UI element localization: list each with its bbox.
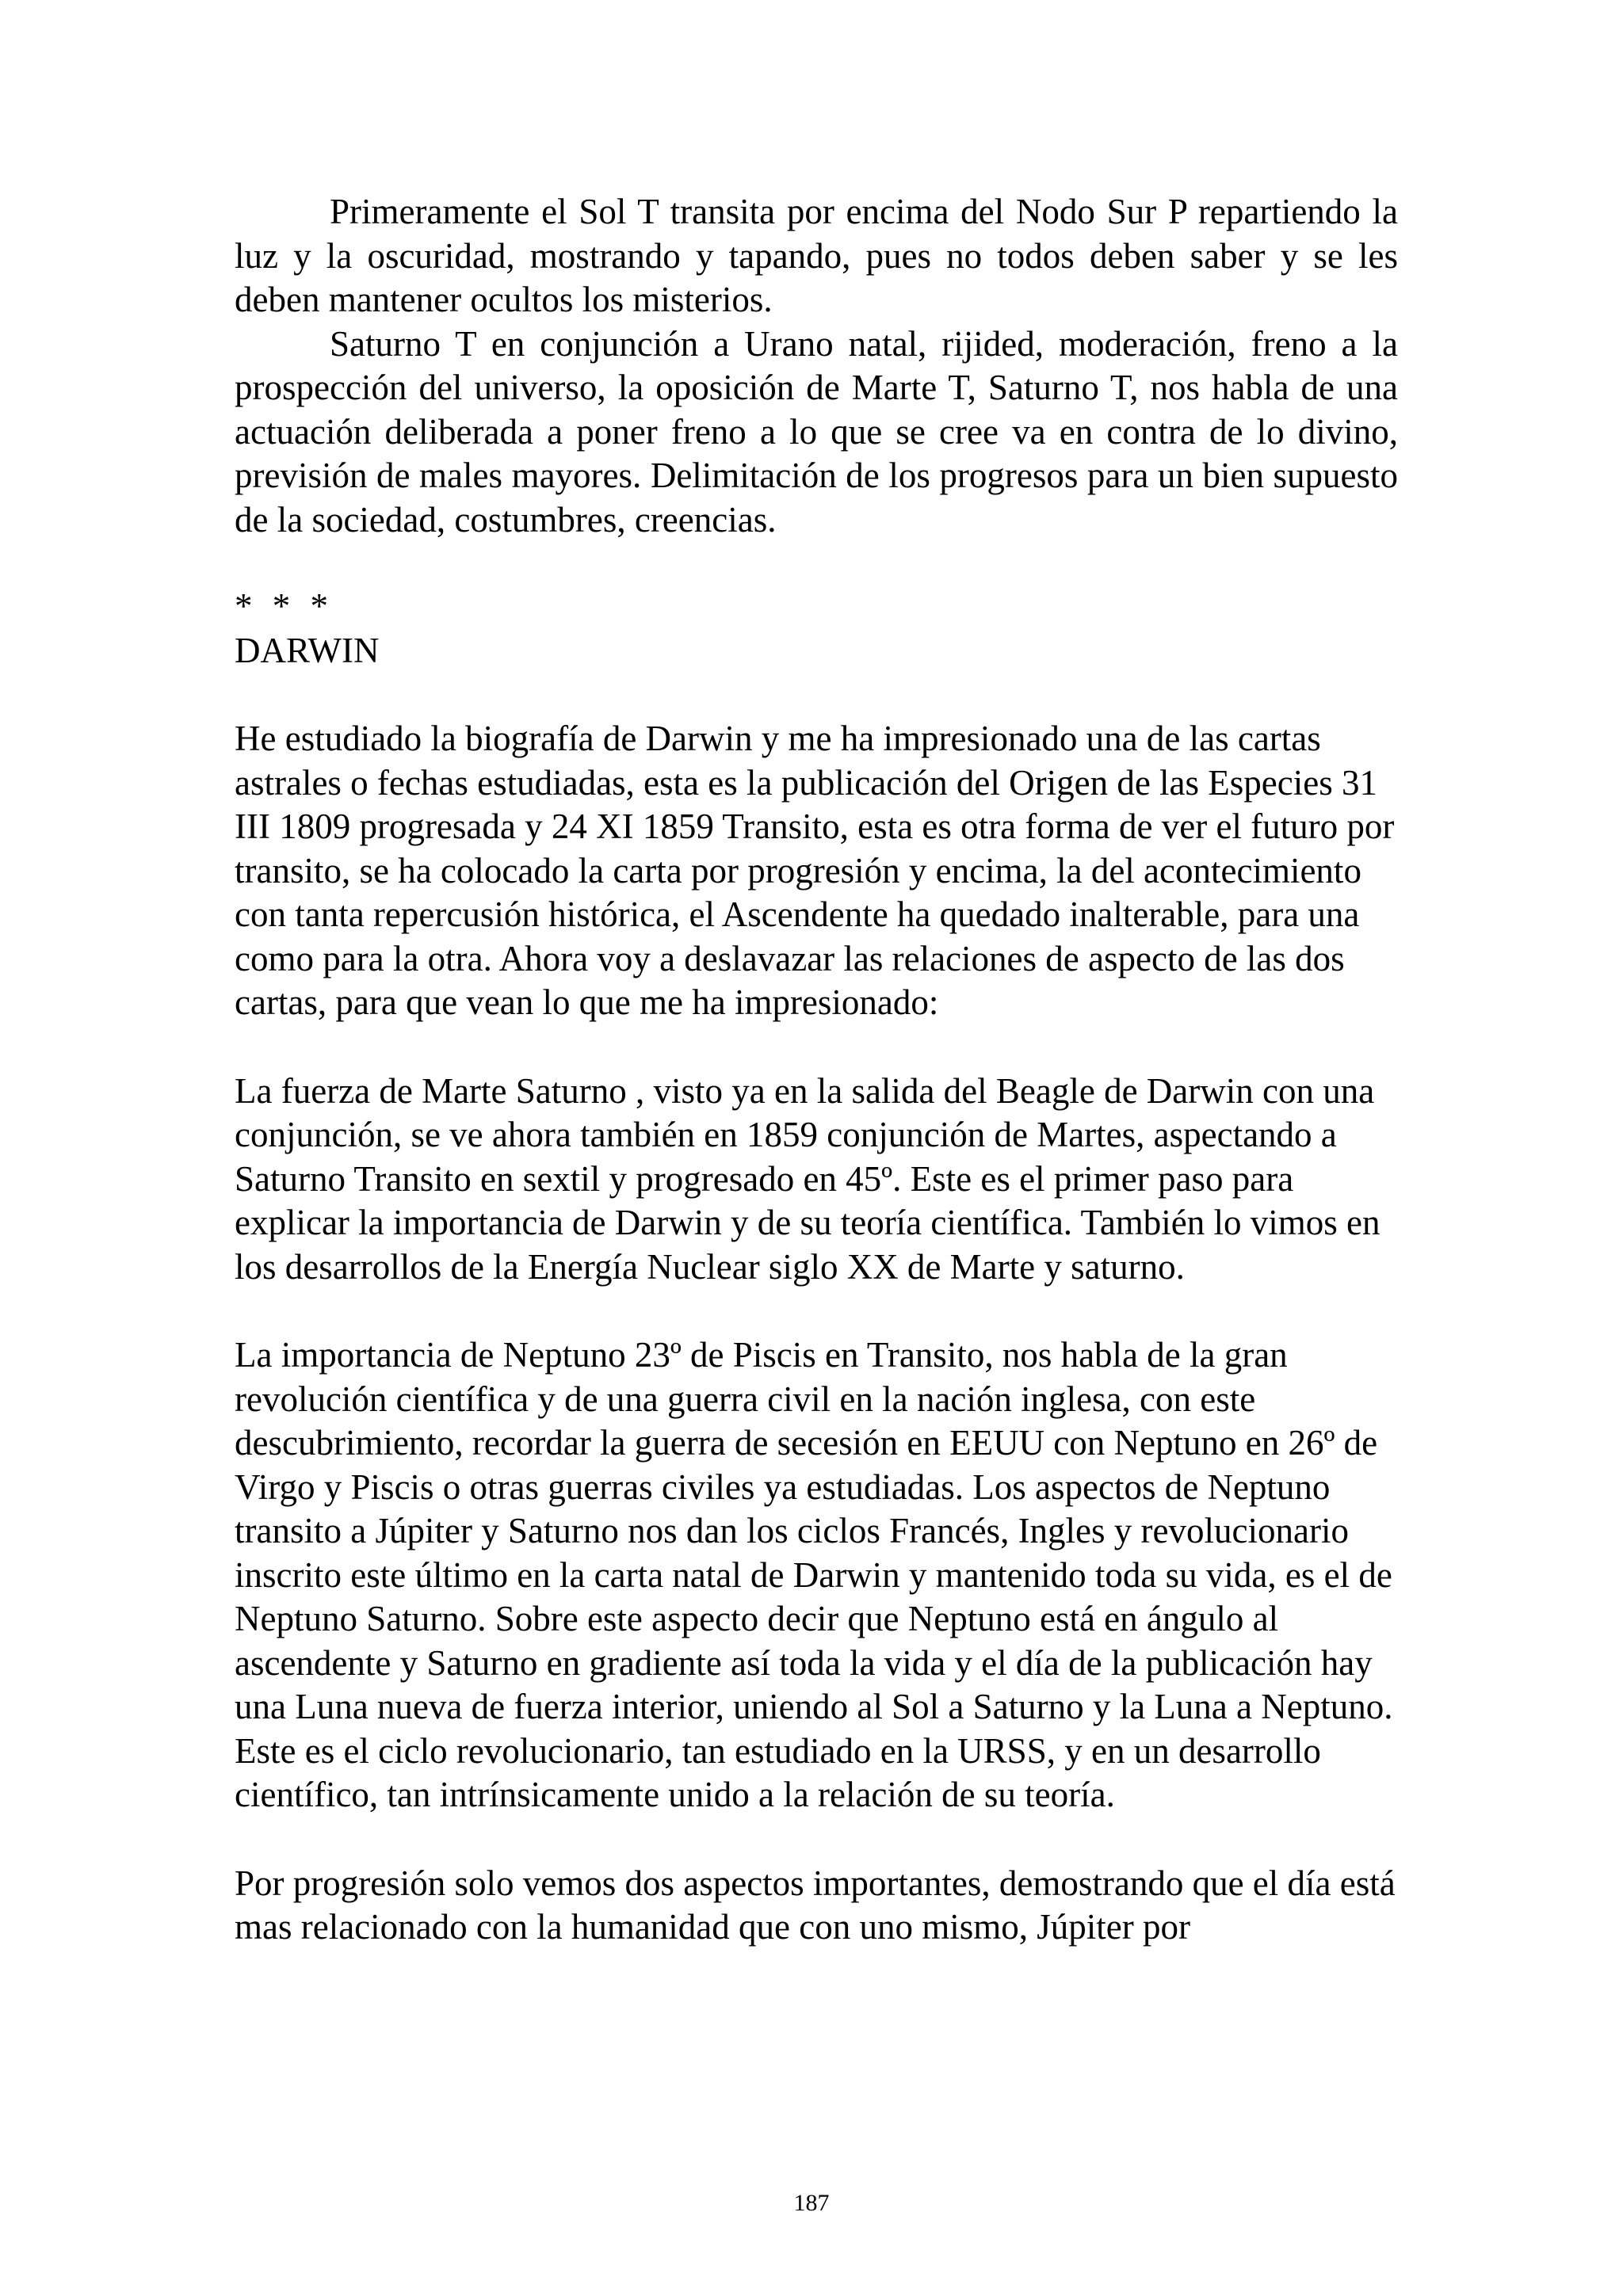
page-body xyxy=(235,190,1398,1950)
paragraph-progresion: Por progresión solo vemos dos aspectos importantes, demostrando que el día está mas relacionado con la humanidad que con uno mismo, Júpiter por xyxy=(235,1863,1396,1947)
paragraph-marte-saturno: La fuerza de Marte Saturno , visto ya en la salida del Beagle de Darwin con una conjunción, se ve ahora también en 1859 conjunción de Martes, aspectando a Saturno Transito en sextil y progresado en 45º. Este es el primer paso para explicar la importancia de Darwin y de su teoría científica. También lo vimos en los desarrollos de la Energía Nuclear siglo XX de Marte y saturno. xyxy=(235,1070,1381,1287)
paragraph-saturno-transit: Saturno T en conjunción a Urano natal, rijided, moderación, freno a la prospección del universo, la oposición de Marte T, Saturno T, nos habla de una actuación deliberada a poner freno a lo que se cree va en contra de lo divino, previsión de males mayores. Delimitación de los progresos para un bien supuesto de la sociedad, costumbres, creencias. xyxy=(235,323,1398,540)
section-separator: * * * xyxy=(235,586,328,626)
page-number: 187 xyxy=(793,2190,830,2216)
paragraph-neptuno: La importancia de Neptuno 23º de Piscis en Transito, nos habla de la gran revolución científica y de una guerra civil en la nación inglesa, con este descubrimiento, recordar la guerra de secesión en EEUU con Neptuno en 26º de Virgo y Piscis o otras guerras civiles ya estudiadas. Los aspectos de Neptuno transito a Júpiter y Saturno nos dan los ciclos Francés, Ingles y revolucionario inscrito este último en la carta natal de Darwin y mantenido toda su vida, es el de Neptuno Saturno. Sobre este aspecto decir que Neptuno está en ángulo al ascendente y Saturno en gradiente así toda la vida y el día de la publicación hay una Luna nueva de fuerza interior, uniendo al Sol a Saturno y la Luna a Neptuno. Este es el ciclo revolucionario, tan estudiado en la URSS, y en un desarrollo científico, tan intrínsicamente unido a la relación de su teoría. xyxy=(235,1335,1393,1814)
paragraph-sol-transit: Primeramente el Sol T transita por encima del Nodo Sur P repartiendo la luz y la oscuridad, mostrando y tapando, pues no todos deben saber y se les deben mantener ocultos los misterios. xyxy=(235,192,1398,319)
section-title: DARWIN xyxy=(235,630,380,670)
paragraph-darwin-biography: He estudiado la biografía de Darwin y me ha impresionado una de las cartas astrales o fechas estudiadas, esta es la publicación del Origen de las Especies 31 III 1809 progresada y 24 XI 1859 Transito, esta es otra forma de ver el futuro por transito, se ha colocado la carta por progresión y encima, la del acontecimiento con tanta repercusión histórica, el Ascendente ha quedado inalterable, para una como para la otra. Ahora voy a deslavazar las relaciones de aspecto de las dos cartas, para que vean lo que me ha impresionado: xyxy=(235,719,1395,1022)
